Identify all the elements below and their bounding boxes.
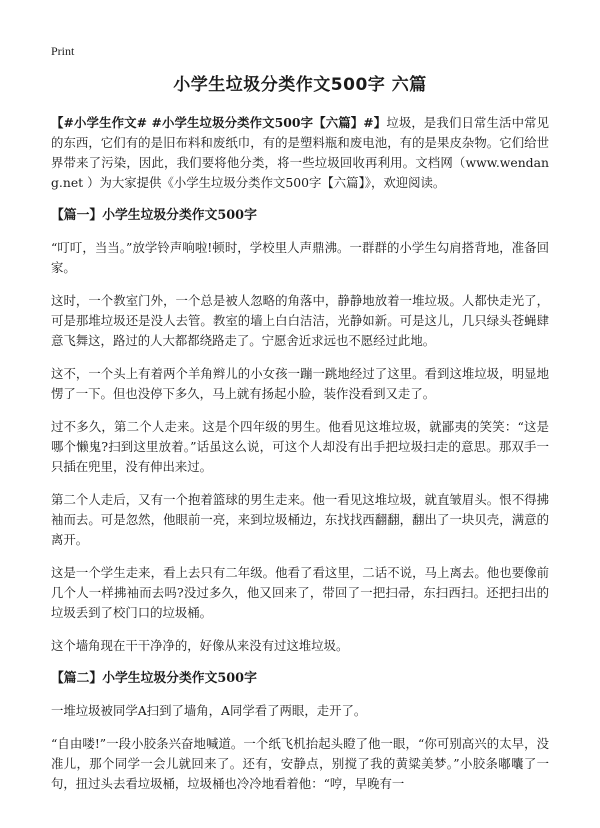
article	[51, 70, 549, 807]
section1-paragraph: 这不，一个头上有着两个羊角辫儿的小女孩一蹦一跳地经过了这里。看到这堆垃圾，明显地愣了一下。但也没停下多久，马上就有扬起小脸，装作没看到又走了。	[51, 366, 549, 401]
section-heading-2: 【篇二】小学生垃圾分类作文500字	[51, 671, 257, 686]
section2-paragraph: “自由喽!”一段小胶条兴奋地喊道。一个纸飞机抬起头瞪了他一眼，“你可别高兴的太早，没准儿，那个同学一会儿就回来了。还有，安静点，别搅了我的黄粱美梦。”小胶条嘟囔了一句，扭过头去看垃圾桶，垃圾桶也冷冷地看着他：“哼，早晚有一	[51, 736, 549, 791]
page-title: 小学生垃圾分类作文500字 六篇	[173, 75, 427, 95]
section1-paragraph: 第二个人走后，又有一个抱着篮球的男生走来。他一看见这堆垃圾，就直皱眉头。恨不得拂袖而去。可是忽然，他眼前一亮，来到垃圾桶边，东找找西翻翻，翻出了一块贝壳，满意的离开。	[51, 492, 549, 547]
section2-paragraph: 一堆垃圾被同学A扫到了墙角，A同学看了两眼，走开了。	[51, 703, 367, 718]
intro-paragraph	[51, 113, 549, 193]
section1-paragraph: “叮叮，当当。”放学铃声响啦!顿时，学校里人声鼎沸。一群群的小学生勾肩搭背地，准备回家。	[51, 240, 549, 275]
section1-paragraph: 这个墙角现在干干净净的，好像从来没有过这堆垃圾。	[51, 638, 349, 653]
section1-paragraph: 这时，一个教室门外，一个总是被人忽略的角落中，静静地放着一堆垃圾。人都快走光了，可是那堆垃圾还是没人去管。教室的墙上白白洁洁，光静如新。可是这儿，几只绿头苍蝇肆意飞舞这，路过的人大都都绕路走了。宁愿舍近求远也不愿经过此地。	[51, 293, 549, 348]
print-label[interactable]: Print	[51, 44, 75, 58]
intro-tags: 【#小学生作文# #小学生垃圾分类作文500字【六篇】#】	[51, 115, 387, 130]
intro-body: 垃圾，是我们日常生活中常见的东西，它们有的是旧布料和废纸巾，有的是塑料瓶和废电池，有的是果皮杂物。它们给世界带来了污染，因此，我们要将他分类，将一些垃圾回收再利用。文档网（www.wendang.net ）为大家提供《小学生垃圾分类作文500字【六篇】》，欢迎阅读。	[51, 115, 550, 190]
section-heading-1: 【篇一】小学生垃圾分类作文500字	[51, 208, 257, 223]
section1-paragraph: 过不多久，第二个人走来。这是个四年级的男生。他看见这堆垃圾，就鄙夷的笑笑：“这是哪个懒鬼?扫到这里放着。”话虽这么说，可这个人却没有出手把垃圾扫走的意思。那双手一只插在兜里，没有伸出来过。	[51, 419, 549, 474]
section1-paragraph: 这是一个学生走来，看上去只有二年级。他看了看这里，二话不说，马上离去。他也要像前几个人一样拂袖而去吗?没过多久，他又回来了，带回了一把扫帚，东扫西扫。还把扫出的垃圾丢到了校门口的垃圾桶。	[51, 565, 549, 620]
